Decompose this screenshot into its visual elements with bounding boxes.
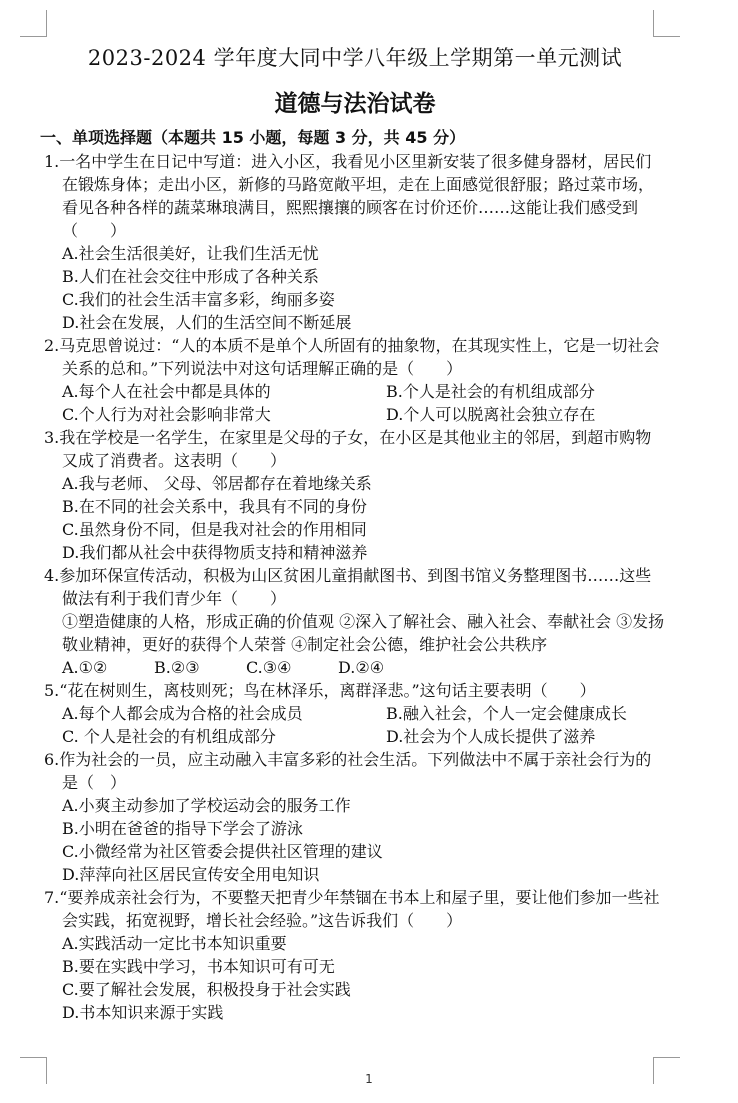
question-2 [44,334,666,426]
question-statements: ①塑造健康的人格，形成正确的价值观 ②深入了解社会、融入社会、奉献社会 ③发扬敬业精神，更好的获得个人荣誉 ④制定社会公德，维护社会公共秩序 [62,612,665,654]
option-b: B.②③ [154,658,200,677]
exam-title: 2023-2024 学年度大同中学八年级上学期第一单元测试 [87,46,623,70]
option-d: D.萍萍向社区居民宣传安全用电知识 [62,865,320,884]
question-stem: 1.一名中学生在日记中写道：进入小区，我看见小区里新安装了很多健身器材，居民们在锻炼身体；走出小区，新修的马路宽敞平坦，走在上面感觉很舒服；路过菜市场，看见各种各样的蔬菜琳琅满目，熙熙攘攘的顾客在讨价还价……这能让我们感受到（ ） [44,152,655,240]
option-b: B.要在实践中学习，书本知识可有可无 [62,957,335,976]
option-a: A.社会生活很美好，让我们生活无忧 [62,244,319,263]
question-1 [44,150,666,334]
options-row [44,403,666,426]
option-b: B.小明在爸爸的指导下学会了游泳 [62,819,303,838]
question-6 [44,748,666,886]
options-row [44,725,666,748]
crop-mark-top-left [20,10,47,37]
options-row [44,380,666,403]
exam-subtitle: 道德与法治试卷 [274,91,436,117]
option-d: D.我们都从社会中获得物质支持和精神滋养 [62,543,368,562]
option-a: A.①② [62,658,108,677]
question-stem: 3.我在学校是一名学生，在家里是父母的子女，在小区是其他业主的邻居，到超市购物又成了消费者。这表明（ ） [44,428,652,470]
option-c: C.我们的社会生活丰富多彩，绚丽多姿 [62,290,335,309]
question-5 [44,679,666,748]
question-stem: 4.参加环保宣传活动，积极为山区贫困儿童捐献图书、到图书馆义务整理图书……这些做法有利于我们青少年（ ） [44,566,652,608]
option-a: A.小爽主动参加了学校运动会的服务工作 [62,796,351,815]
option-b: B.个人是社会的有机组成部分 [386,382,595,401]
option-d: D.个人可以脱离社会独立存在 [386,405,596,424]
option-d: D.书本知识来源于实践 [62,1003,224,1022]
question-stem: 2.马克思曾说过：“人的本质不是单个人所固有的抽象物，在其现实性上，它是一切社会关系的总和。”下列说法中对这句话理解正确的是（ ） [44,336,660,378]
option-d: D.社会为个人成长提供了滋养 [386,727,596,746]
options-row [44,656,666,679]
option-b: B.融入社会，个人一定会健康成长 [386,704,627,723]
crop-mark-top-right [653,10,680,37]
option-d: D.社会在发展，人们的生活空间不断延展 [62,313,352,332]
option-c: C.个人行为对社会影响非常大 [62,405,271,424]
option-c: C.小微经常为社区管委会提供社区管理的建议 [62,842,383,861]
question-3 [44,426,666,564]
exam-page [40,40,666,1024]
question-stem: 5.“花在树则生，离枝则死；鸟在林泽乐，离群泽悲。”这句话主要表明（ ） [44,681,596,700]
options-row [44,702,666,725]
option-d: D.②④ [338,658,385,677]
question-4 [44,564,666,679]
option-b: B.在不同的社会关系中，我具有不同的身份 [62,497,367,516]
option-c: C. 个人是社会的有机组成部分 [62,727,276,746]
question-7 [44,886,666,1024]
option-a: A.我与老师、 父母、邻居都存在着地缘关系 [62,474,372,493]
option-c: C.要了解社会发展，积极投身于社会实践 [62,980,351,999]
option-b: B.人们在社会交往中形成了各种关系 [62,267,319,286]
option-a: A.每个人都会成为合格的社会成员 [62,704,303,723]
option-a: A.实践活动一定比书本知识重要 [62,934,287,953]
option-c: C.虽然身份不同，但是我对社会的作用相同 [62,520,367,539]
question-stem: 7.“要养成亲社会行为，不要整天把青少年禁锢在书本上和屋子里，要让他们参加一些社会实践，拓宽视野，增长社会经验。”这告诉我们（ ） [44,888,660,930]
section-heading: 一、单项选择题（本题共 15 小题，每题 3 分，共 45 分） [40,128,466,147]
option-c: C.③④ [246,658,292,677]
question-stem: 6.作为社会的一员，应主动融入丰富多彩的社会生活。下列做法中不属于亲社会行为的是（ ） [44,750,652,792]
page-number: 1 [365,1072,373,1086]
option-a: A.每个人在社会中都是具体的 [62,382,271,401]
